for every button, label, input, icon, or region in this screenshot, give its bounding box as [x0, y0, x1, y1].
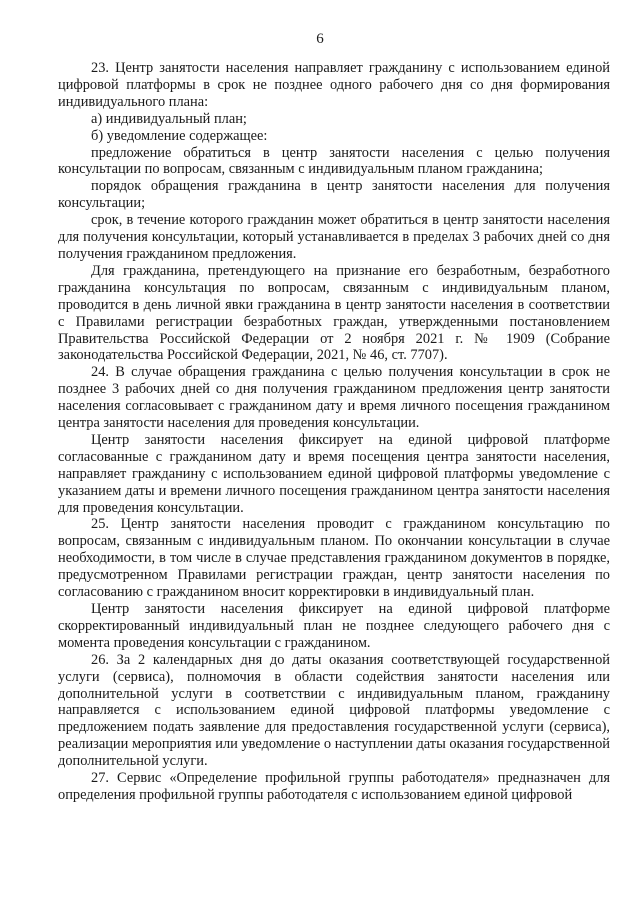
paragraph-24: 24. В случае обращения гражданина с целью получения консультации в срок не позднее 3 рабочих дней со дня получения гражданином предложения центр занятости населения согласовывает с гражданином дату и время личного посещения гражданином центра занятости населения для проведения консультации. — [58, 364, 610, 432]
paragraph-unemployed-consultation: Для гражданина, претендующего на признание его безработным, безработного гражданина консультация по вопросам, связанным с индивидуальным планом, проводится в день личной явки гражданина в центр занятости населения в соответствии с Правилами регистрации безработных граждан, утвержденными постановлением Правительства Российской Федерации от 2 ноября 2021 г. № 1909 (Собрание законодательства Российской Федерации, 2021, № 46, ст. 7707). — [58, 262, 610, 364]
paragraph-25-fixation: Центр занятости населения фиксирует на единой цифровой платформе скорректированный индивидуальный план не позднее следующего рабочего дня с момента проведения консультации с гражданином. — [58, 601, 610, 651]
paragraph-26: 26. За 2 календарных дня до даты оказания соответствующей государственной услуги (сервиса), полномочия в области содействия занятости населения или дополнительной услуги в соответствии с индивидуальным планом, гражданину направляется с использованием единой цифровой платформы уведомление с предложением подать заявление для предоставления государственной услуги (сервиса), реализации мероприятия или уведомление о наступлении даты оказания государственной дополнительной услуги. — [58, 651, 610, 770]
paragraph-23-item-a: а) индивидуальный план; — [91, 110, 247, 127]
notification-offer: предложение обратиться в центр занятости населения с целью получения консультации по вопросам, связанным с индивидуальным планом гражданина; — [58, 144, 610, 178]
document-body — [58, 60, 610, 804]
page-number: 6 — [316, 31, 324, 47]
paragraph-24-fixation: Центр занятости населения фиксирует на единой цифровой платформе согласованные с гражданином дату и время посещения центра занятости населения, направляет гражданину с использованием единой цифровой платформы уведомление с указанием даты и времени личного посещения гражданином центра занятости населения для проведения консультации. — [58, 431, 610, 516]
paragraph-23-item-b: б) уведомление содержащее: — [91, 127, 268, 144]
paragraph-27: 27. Сервис «Определение профильной группы работодателя» предназначен для определения профильной группы работодателя с использованием единой цифровой — [58, 770, 610, 803]
notification-deadline: срок, в течение которого гражданин может обратиться в центр занятости населения для получения консультации, который устанавливается в пределах 3 рабочих дней со дня получения гражданином предложения. — [58, 212, 610, 262]
paragraph-25: 25. Центр занятости населения проводит с гражданином консультацию по вопросам, связанным с индивидуальным планом. По окончании консультации в случае необходимости, в том числе в случае представления гражданином документов в порядке, предусмотренном Правилами регистрации граждан, центр занятости населения по согласованию с гражданином вносит корректировки в индивидуальный план. — [58, 516, 610, 601]
notification-procedure: порядок обращения гражданина в центр занятости населения для получения консультации; — [58, 178, 610, 212]
paragraph-23: 23. Центр занятости населения направляет гражданину с использованием единой цифровой платформы в срок не позднее одного рабочего дня со дня формирования индивидуального плана: — [58, 60, 610, 110]
